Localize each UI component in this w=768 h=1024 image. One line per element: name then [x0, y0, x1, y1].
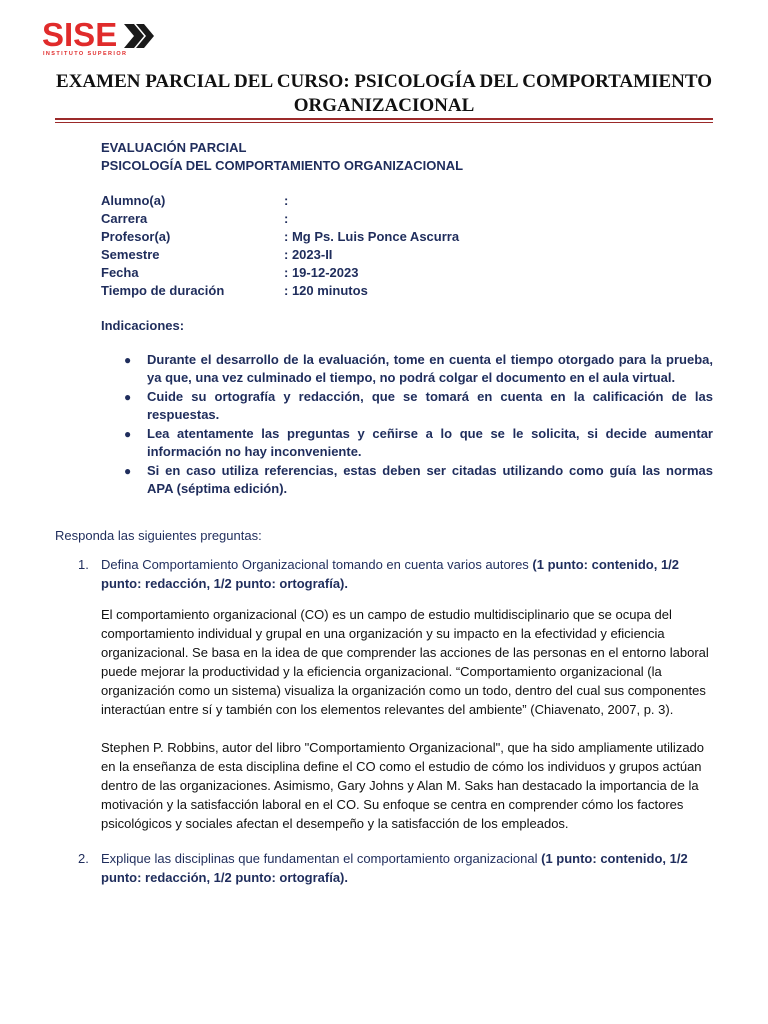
bullet-icon: ●	[124, 390, 132, 404]
list-item	[101, 425, 713, 461]
indications-list	[101, 351, 713, 499]
info-label: Carrera	[101, 211, 148, 226]
info-value: :	[284, 211, 289, 226]
logo-text: SISE	[42, 16, 118, 53]
title-divider	[55, 118, 713, 120]
bullet-icon: ●	[124, 427, 132, 441]
info-label: Semestre	[101, 247, 160, 262]
indication-text: Lea atentamente las preguntas y ceñirse a lo que se le solicita, si decide aumentar información no hay inconveniente.	[147, 426, 713, 459]
question-2	[78, 849, 718, 887]
indication-text: Si en caso utiliza referencias, estas deben ser citadas utilizando como guía las normas APA (séptima edición).	[147, 463, 713, 496]
indications-label: Indicaciones:	[101, 318, 185, 333]
logo-subtitle: INSTITUTO SUPERIOR	[43, 51, 128, 57]
info-label: Profesor(a)	[101, 229, 171, 244]
info-label: Fecha	[101, 265, 139, 280]
question-text: Explique las disciplinas que fundamentan el comportamiento organizacional	[101, 851, 542, 866]
info-row	[101, 228, 459, 246]
question-text: Defina Comportamiento Organizacional tomando en cuenta varios autores	[101, 557, 533, 572]
sise-logo	[42, 18, 157, 58]
questions-intro: Responda las siguientes preguntas:	[55, 528, 262, 543]
evaluation-line1: EVALUACIÓN PARCIAL	[101, 140, 247, 155]
info-value: :	[284, 193, 289, 208]
list-item	[101, 388, 713, 424]
info-value: : 19-12-2023	[284, 265, 359, 280]
list-item	[101, 351, 713, 387]
info-row	[101, 264, 459, 282]
list-item	[101, 462, 713, 498]
logo-chevron-icon	[122, 23, 156, 49]
indication-text: Durante el desarrollo de la evaluación, tome en cuenta el tiempo otorgado para la prueba, ya que, una vez culminado el tiempo, no podrá colgar el documento en el aula virtual.	[147, 352, 713, 385]
info-value: : 120 minutos	[284, 283, 368, 298]
question-number: 2.	[78, 851, 89, 866]
info-label: Tiempo de duración	[101, 283, 225, 298]
evaluation-header	[101, 139, 463, 175]
student-info	[101, 192, 459, 300]
info-row	[101, 282, 459, 300]
bullet-icon: ●	[124, 353, 132, 367]
info-value: : Mg Ps. Luis Ponce Ascurra	[284, 229, 460, 244]
answer-1	[101, 605, 713, 852]
answer-paragraph: El comportamiento organizacional (CO) es un campo de estudio multidisciplinario que se ocupa del comportamiento individual y grupal en una organización y su impacto en la efectividad y eficiencia organizacional. Se basa en la idea de que comprender las acciones de las personas en el entorno laboral puede mejorar la productividad y la eficiencia organizacional. “Comportamiento organizacional (la organización como un sistema) visualiza la organización como un todo, dentro del cual sus componentes interactúan entre sí y también con los elementos relevantes del ambiente” (Chiavenato, 2007, p. 3).	[101, 607, 709, 717]
question-number: 1.	[78, 557, 89, 572]
bullet-icon: ●	[124, 464, 132, 478]
evaluation-line2: PSICOLOGÍA DEL COMPORTAMIENTO ORGANIZACIONAL	[101, 158, 464, 173]
answer-paragraph: Stephen P. Robbins, autor del libro "Comportamiento Organizacional", que ha sido ampliamente utilizado en la enseñanza de esta disciplina define el CO como el estudio de cómo los individuos y grupos actúan dentro de las organizaciones. Asimismo, Gary Johns y Alan M. Saks han destacado la importancia de la motivación y la satisfacción laboral en el CO. Su enfoque se centra en comprender cómo los factores psicológicos y sociales afectan el desempeño y la satisfacción de los empleados.	[101, 740, 705, 831]
page-title: EXAMEN PARCIAL DEL CURSO: PSICOLOGÍA DEL COMPORTAMIENTO ORGANIZACIONAL	[56, 71, 712, 116]
info-row	[101, 192, 459, 210]
info-label: Alumno(a)	[101, 193, 166, 208]
title-divider-thin	[55, 122, 713, 123]
question-points: (1 punto: contenido, 1/2 punto: redacción, 1/2 punto: ortografía).	[101, 557, 680, 591]
indication-text: Cuide su ortografía y redacción, que se tomará en cuenta en la calificación de las respuestas.	[147, 389, 713, 422]
question-1	[78, 555, 718, 593]
question-points: (1 punto: contenido, 1/2 punto: redacción, 1/2 punto: ortografía).	[101, 851, 688, 885]
info-row	[101, 210, 459, 228]
info-row	[101, 246, 459, 264]
info-value: : 2023-II	[284, 247, 333, 262]
